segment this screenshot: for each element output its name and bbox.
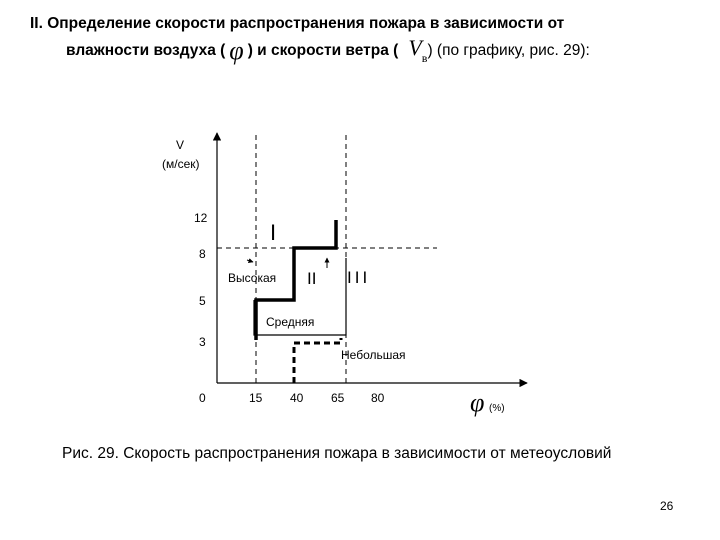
x-tick-label: 80 [371,391,385,405]
zone-label-II: II [307,269,317,288]
x-axis-symbol: φ [470,388,485,417]
y-axis-label: V [176,138,185,152]
x-tick-label: 40 [290,391,304,405]
series-low-line [294,338,341,383]
x-tick-label: 0 [199,391,206,405]
x-axis-unit: (%) [489,403,505,414]
heading-line-1: II. Определение скорости распространения пожара в зависимости от [30,15,565,32]
y-axis-unit: (м/сек) [162,157,200,171]
y-tick-label: 8 [199,247,206,261]
pointer-arrow-high [247,260,253,262]
x-tick-label: 65 [331,391,345,405]
y-tick-label: 3 [199,335,206,349]
series-label-high: Высокая [228,271,277,285]
figure-caption: Рис. 29. Скорость распространения пожара в зависимости от метеоусловий [62,445,612,462]
heading-text-humidity: влажности воздуха ( [66,42,226,59]
zone-label-III: III [347,268,371,287]
series-label-medium: Средняя [266,315,315,329]
page-number: 26 [660,499,674,513]
heading-text-wind: ) и скорости ветра ( [247,42,399,59]
series-label-low: Небольшая [341,348,406,362]
y-tick-label: 12 [194,211,208,225]
v-subscript: в [421,51,428,65]
heading-text-graph-ref: ) (по графику, рис. 29): [427,42,590,59]
phi-symbol: φ [229,36,244,65]
v-symbol: V [408,35,422,60]
y-tick-label: 5 [199,294,206,308]
x-tick-label: 15 [249,391,263,405]
zone-label-I: I [270,220,277,245]
